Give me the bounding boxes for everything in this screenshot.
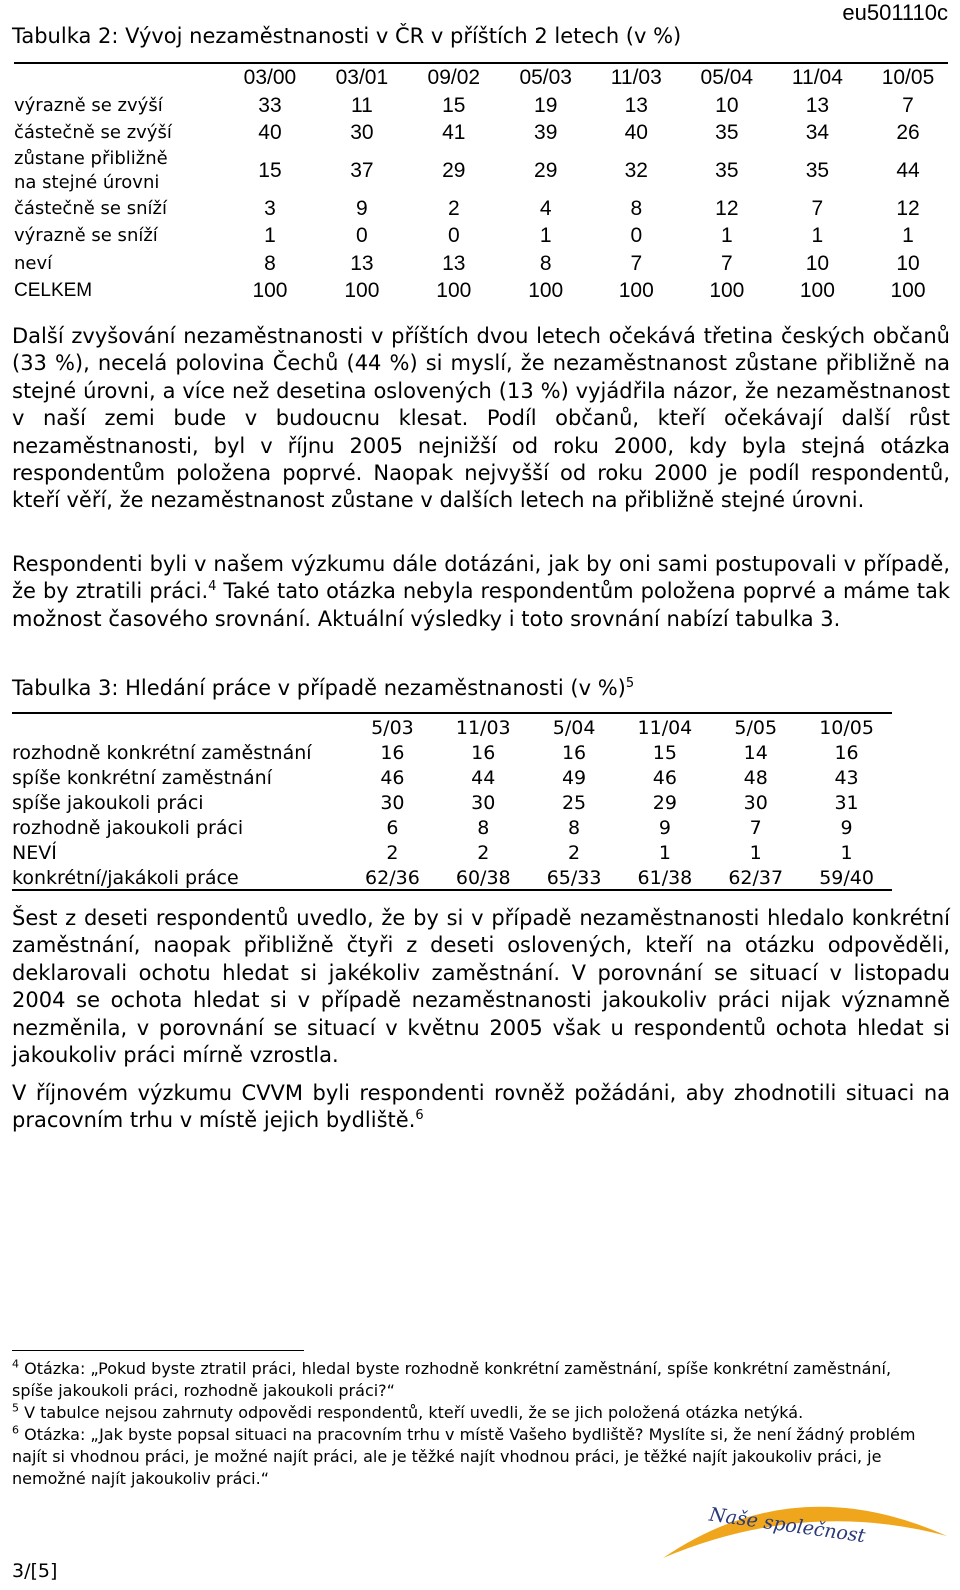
table2-corner-cell: [14, 64, 224, 92]
footnote-text: Otázka: „Pokud byste ztratil práci, hledal byste rozhodně konkrétní zaměstnání, spíše konkrétní zaměstnání, spíše jakoukoli práci, rozhodně jakoukoli práci?“: [12, 1359, 892, 1400]
document-code: eu501110c: [842, 0, 948, 25]
table2: [14, 64, 954, 305]
table-cell: 13: [350, 251, 374, 275]
table-cell: 4: [539, 196, 552, 220]
row-label: výrazně se sníží: [14, 225, 158, 247]
table-cell: 1: [749, 841, 762, 864]
table3-col-header: 5/03: [371, 716, 414, 739]
paragraph-text: Respondenti byli v našem výzkumu dále dotázáni, jak by oni sami postupovali v případě, že by ztratili práci.: [12, 552, 950, 604]
table-cell: 31: [834, 791, 859, 814]
footnote-ref: 4: [208, 579, 217, 595]
table-cell: 100: [252, 279, 288, 303]
table-cell: 10: [715, 93, 739, 117]
table-cell: 44: [471, 766, 496, 789]
table-cell: 11: [350, 93, 373, 117]
page-number: 3/[5]: [12, 1560, 58, 1582]
table3-col-header: 11/04: [637, 716, 693, 739]
row-label: neví: [14, 252, 53, 274]
table-cell: 44: [896, 159, 920, 182]
row-label: konkrétní/jakákoli práce: [12, 866, 239, 889]
table-cell: 1: [840, 841, 853, 864]
logo: [655, 1488, 955, 1588]
table-cell: 60/38: [455, 866, 511, 889]
footnote-number: 5: [12, 1401, 19, 1415]
table-cell: 7: [630, 251, 643, 275]
table-cell: 12: [715, 196, 739, 220]
table-cell: 1: [811, 224, 824, 248]
row-label: spíše jakoukoli práci: [12, 791, 204, 814]
table-cell: 2: [447, 196, 460, 220]
table-cell: 16: [834, 741, 859, 764]
table-cell: 1: [720, 224, 733, 248]
table-cell: 29: [442, 159, 466, 182]
table-cell: 40: [624, 121, 648, 145]
table-cell: 37: [350, 159, 374, 182]
table-cell: 32: [624, 159, 648, 182]
table-cell: 39: [534, 121, 558, 145]
table-cell: 62/36: [365, 866, 420, 889]
table-cell: 10: [805, 251, 830, 275]
table2-col-header: 05/04: [700, 66, 754, 89]
table3-title: [12, 676, 634, 700]
table2-col-header: 11/03: [610, 66, 662, 89]
table3-col-header: 5/04: [552, 716, 596, 739]
table-cell: 19: [534, 93, 558, 117]
table-cell: 10: [896, 251, 920, 275]
table-cell: 40: [258, 121, 282, 145]
table-cell: 13: [624, 93, 648, 117]
table-cell: 100: [436, 279, 472, 303]
table-cell: 100: [890, 279, 926, 303]
table-row-total: [14, 278, 954, 306]
table-cell: 16: [380, 741, 405, 764]
table-cell: 49: [561, 766, 587, 789]
paragraph-text: Také tato otázka nebyla respondentům položena poprvé a máme tak možnost časového srovnání. Aktuální výsledky i toto srovnání nabízí tabulka 3.: [12, 579, 950, 631]
table-cell: 15: [442, 93, 466, 117]
table-cell: 7: [720, 251, 733, 275]
footnote-separator: [12, 1350, 304, 1351]
table-cell: 29: [534, 159, 558, 182]
paragraph-text: Další zvyšování nezaměstnanosti v příštích dvou letech očekává třetina českých občanů (33 %), necelá polovina Čechů (44 %) si myslí, že nezaměstnanost zůstane přibližně na stejné úrovni, a více než desetina oslovených (13 %) vyjádřila názor, že nezaměstnanost v naší zemi bude v budoucnu klesat. Podíl občanů, kteří očekávají další růst nezaměstnanosti, byl v říjnu 2005 nejnižší od roku 2000, kdy byla stejná otázka respondentům položena poprvé. Naopak nejvyšší od roku 2000 je podíl respondentů, kteří věří, že nezaměstnanost zůstane v dalších letech na přibližně stejné úrovni.: [12, 324, 950, 513]
row-label: výrazně se zvýší: [14, 94, 163, 116]
table-cell: 30: [471, 791, 496, 814]
table3-title-text: Tabulka 3: Hledání práce v případě nezaměstnanosti (v %): [12, 676, 626, 700]
table2-col-header: 03/00: [243, 66, 297, 89]
row-label: rozhodně jakoukoli práci: [12, 816, 244, 839]
table-cell: 7: [811, 196, 824, 220]
footnote-ref: 6: [415, 1108, 424, 1124]
footnote-number: 4: [12, 1357, 19, 1371]
table-cell: 12: [896, 196, 920, 220]
row-label-line: na stejné úrovni: [14, 172, 160, 193]
table-cell: 33: [258, 93, 282, 117]
table3: [12, 715, 892, 890]
table-cell: 8: [264, 251, 276, 275]
table2-col-header: 03/01: [335, 66, 389, 89]
table3-top-rule: [12, 712, 892, 714]
table-cell: 61/38: [637, 866, 693, 889]
footnote-text: Otázka: „Jak byste popsal situaci na pracovním trhu v místě Vašeho bydliště? Myslíte si, že není žádný problém najít si vhodnou práci, je možné najít práci, ale je těžké najít vhodnou práci, je těžké najít jakoukoliv práci, je nemožné najít jakoukoliv práci.“: [12, 1425, 916, 1488]
footnote: [12, 1424, 932, 1490]
table-cell: 29: [652, 791, 677, 814]
table-cell: 46: [380, 766, 405, 789]
table-cell: 35: [715, 121, 739, 145]
table-row: [14, 223, 954, 251]
row-label-line: zůstane přibližně: [14, 148, 168, 169]
row-label: NEVÍ: [12, 841, 57, 864]
table-cell: 8: [477, 816, 490, 839]
table-cell: 59/40: [819, 866, 874, 889]
table-cell: 100: [344, 279, 380, 303]
table-cell: 25: [561, 791, 587, 814]
table-cell: 100: [618, 279, 654, 303]
table-cell: 8: [539, 251, 552, 275]
table-cell: 62/37: [728, 866, 784, 889]
table-cell: 13: [805, 93, 830, 117]
table-cell: 9: [840, 816, 853, 839]
table-cell: 15: [258, 159, 282, 182]
table-row: [12, 815, 892, 840]
row-label: částečně se sníží: [14, 197, 167, 219]
table-cell: 7: [749, 816, 762, 839]
paragraph: [12, 323, 950, 515]
table-cell: 1: [264, 224, 276, 248]
table-cell: 1: [539, 224, 552, 248]
table2-col-header: 09/02: [427, 66, 481, 89]
table-cell: 1: [658, 841, 671, 864]
table2-header-row: [14, 64, 954, 92]
table-cell: 9: [356, 196, 368, 220]
table3-header-row: [12, 715, 892, 740]
paragraph: [12, 905, 950, 1069]
footnote-text: V tabulce nejsou zahrnuty odpovědi respondentů, kteří uvedli, že se jich položená otázka netýká.: [24, 1403, 804, 1422]
table3-col-header: 5/05: [734, 716, 778, 739]
table-cell: 26: [896, 121, 920, 145]
table-cell: 30: [350, 121, 374, 145]
table-cell: 65/33: [546, 866, 602, 889]
table-cell: 15: [652, 741, 677, 764]
footnote-ref: 5: [625, 676, 635, 691]
table-cell: 8: [568, 816, 581, 839]
table-cell: 48: [743, 766, 768, 789]
table-cell: 8: [630, 196, 643, 220]
table-cell: 6: [386, 816, 399, 839]
row-label: CELKEM: [14, 280, 93, 302]
table-cell: 16: [471, 741, 496, 764]
paragraph: [12, 551, 950, 633]
table2-col-header: 11/04: [791, 66, 843, 89]
table2-title: Tabulka 2: Vývoj nezaměstnanosti v ČR v příštích 2 letech (v %): [12, 24, 682, 48]
table-cell: 3: [264, 196, 276, 220]
table-cell: 0: [447, 224, 460, 248]
table-cell: 1: [902, 224, 914, 248]
table-cell: 35: [715, 159, 739, 182]
paragraph-text: Šest z deseti respondentů uvedlo, že by si v případě nezaměstnanosti hledalo konkrétní zaměstnání, naopak přibližně čtyři z deseti oslovených, kteří na otázku odpověděli, deklarovali ochotu hledat si jakékoliv zaměstnání. V porovnání se situací v listopadu 2004 se ochota hledat si v případě nezaměstnanosti jakoukoliv práci nijak významně nezměnila, v porovnání se situací v květnu 2005 však u respondentů ochota hledat si jakoukoliv práci mírně vzrostla.: [12, 906, 950, 1068]
table-cell: 0: [356, 224, 368, 248]
table2-col-header: 10/05: [881, 66, 935, 89]
table-row: [14, 120, 954, 148]
table-cell: 14: [743, 741, 768, 764]
table-cell: 7: [902, 93, 914, 117]
row-label: rozhodně konkrétní zaměstnání: [12, 741, 312, 764]
paragraph-text: V říjnovém výzkumu CVVM byli respondenti rovněž požádáni, aby zhodnotili situaci na pracovním trhu v místě jejich bydliště.: [12, 1081, 950, 1133]
table2-col-header: 05/03: [519, 66, 572, 89]
logo-text: Naše společnost: [707, 1503, 867, 1548]
table-cell: 43: [834, 766, 859, 789]
table-cell: 2: [477, 841, 490, 864]
footnote: [12, 1402, 932, 1424]
table-cell: 16: [561, 741, 587, 764]
table-cell: 100: [799, 279, 835, 303]
row-label: částečně se zvýší: [14, 122, 172, 144]
table-row: [14, 92, 954, 120]
table3-corner-cell: [12, 715, 347, 740]
row-label: spíše konkrétní zaměstnání: [12, 766, 272, 789]
table3-col-header: 10/05: [819, 716, 874, 739]
table-row: [14, 147, 954, 195]
table-cell: 0: [630, 224, 643, 248]
table-row: [14, 250, 954, 278]
table-row: [12, 840, 892, 865]
table-row: [12, 865, 892, 890]
table-cell: 41: [442, 121, 466, 145]
table-row: [12, 790, 892, 815]
footnote-number: 6: [12, 1423, 19, 1437]
table-cell: 9: [658, 816, 671, 839]
table-cell: 13: [442, 251, 466, 275]
table-row: [12, 740, 892, 765]
table-cell: 30: [380, 791, 405, 814]
table-cell: 34: [805, 121, 830, 145]
table3-col-header: 11/03: [455, 716, 511, 739]
row-label: [14, 147, 224, 195]
table-cell: 46: [652, 766, 677, 789]
paragraph: [12, 1080, 950, 1135]
table3-bottom-rule: [12, 889, 892, 891]
table-row: [14, 195, 954, 223]
table-cell: 30: [743, 791, 768, 814]
table-cell: 100: [528, 279, 564, 303]
table-cell: 2: [386, 841, 399, 864]
table-cell: 35: [805, 159, 830, 182]
table-cell: 2: [568, 841, 581, 864]
table-row: [12, 765, 892, 790]
footnote: [12, 1358, 932, 1402]
table-cell: 100: [709, 279, 745, 303]
